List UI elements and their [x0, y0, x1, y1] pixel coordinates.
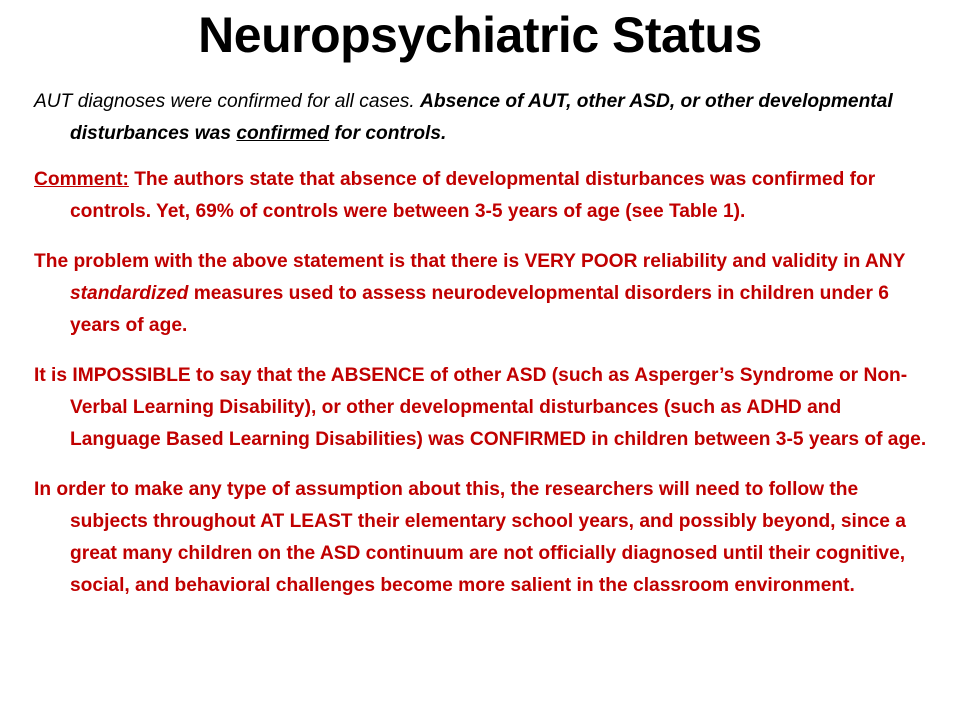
comment-text: The authors state that absence of developmental disturbances was confirmed for controls. Yet, 69% of controls were between 3-5 years of age (see Table 1).	[70, 169, 876, 222]
diagnoses-statement: AUT diagnoses were confirmed for all cases.	[34, 91, 421, 112]
comment-label: Comment:	[34, 169, 129, 190]
slide-title: Neuropsychiatric Status	[198, 7, 762, 63]
standardized-italic: standardized	[70, 283, 189, 304]
assumption-text: In order to make any type of assumption about this, the researchers will need to follow the subjects throughout AT LEAST their elementary school years, and possibly beyond, since a great many children on the ASD continuum are not officially diagnosed until their cognitive, social, and behavioral challenges become more salient in the classroom environment.	[34, 479, 906, 596]
slide-body	[34, 86, 934, 620]
confirmed-underlined: confirmed	[236, 123, 330, 144]
paragraph-reliability	[34, 246, 934, 342]
paragraph-diagnoses	[34, 86, 934, 150]
reliability-text-b: measures used to assess neurodevelopmental disorders in children under 6 years of age.	[70, 283, 889, 336]
paragraph-assumption	[34, 474, 934, 602]
impossible-text: It is IMPOSSIBLE to say that the ABSENCE of other ASD (such as Asperger’s Syndrome or Non-Verbal Learning Disability), or other developmental disturbances (such as ADHD and Language Based Learning Disabilities) was CONFIRMED in children between 3-5 years of age.	[34, 365, 927, 450]
controls-statement-a: Absence of AUT, other ASD, or other developmental disturbances was	[70, 91, 893, 144]
reliability-text-a: The problem with the above statement is that there is VERY POOR reliability and validity in ANY	[34, 251, 906, 272]
paragraph-comment	[34, 164, 934, 228]
controls-statement-b: for controls.	[329, 123, 447, 144]
paragraph-impossible	[34, 360, 934, 456]
